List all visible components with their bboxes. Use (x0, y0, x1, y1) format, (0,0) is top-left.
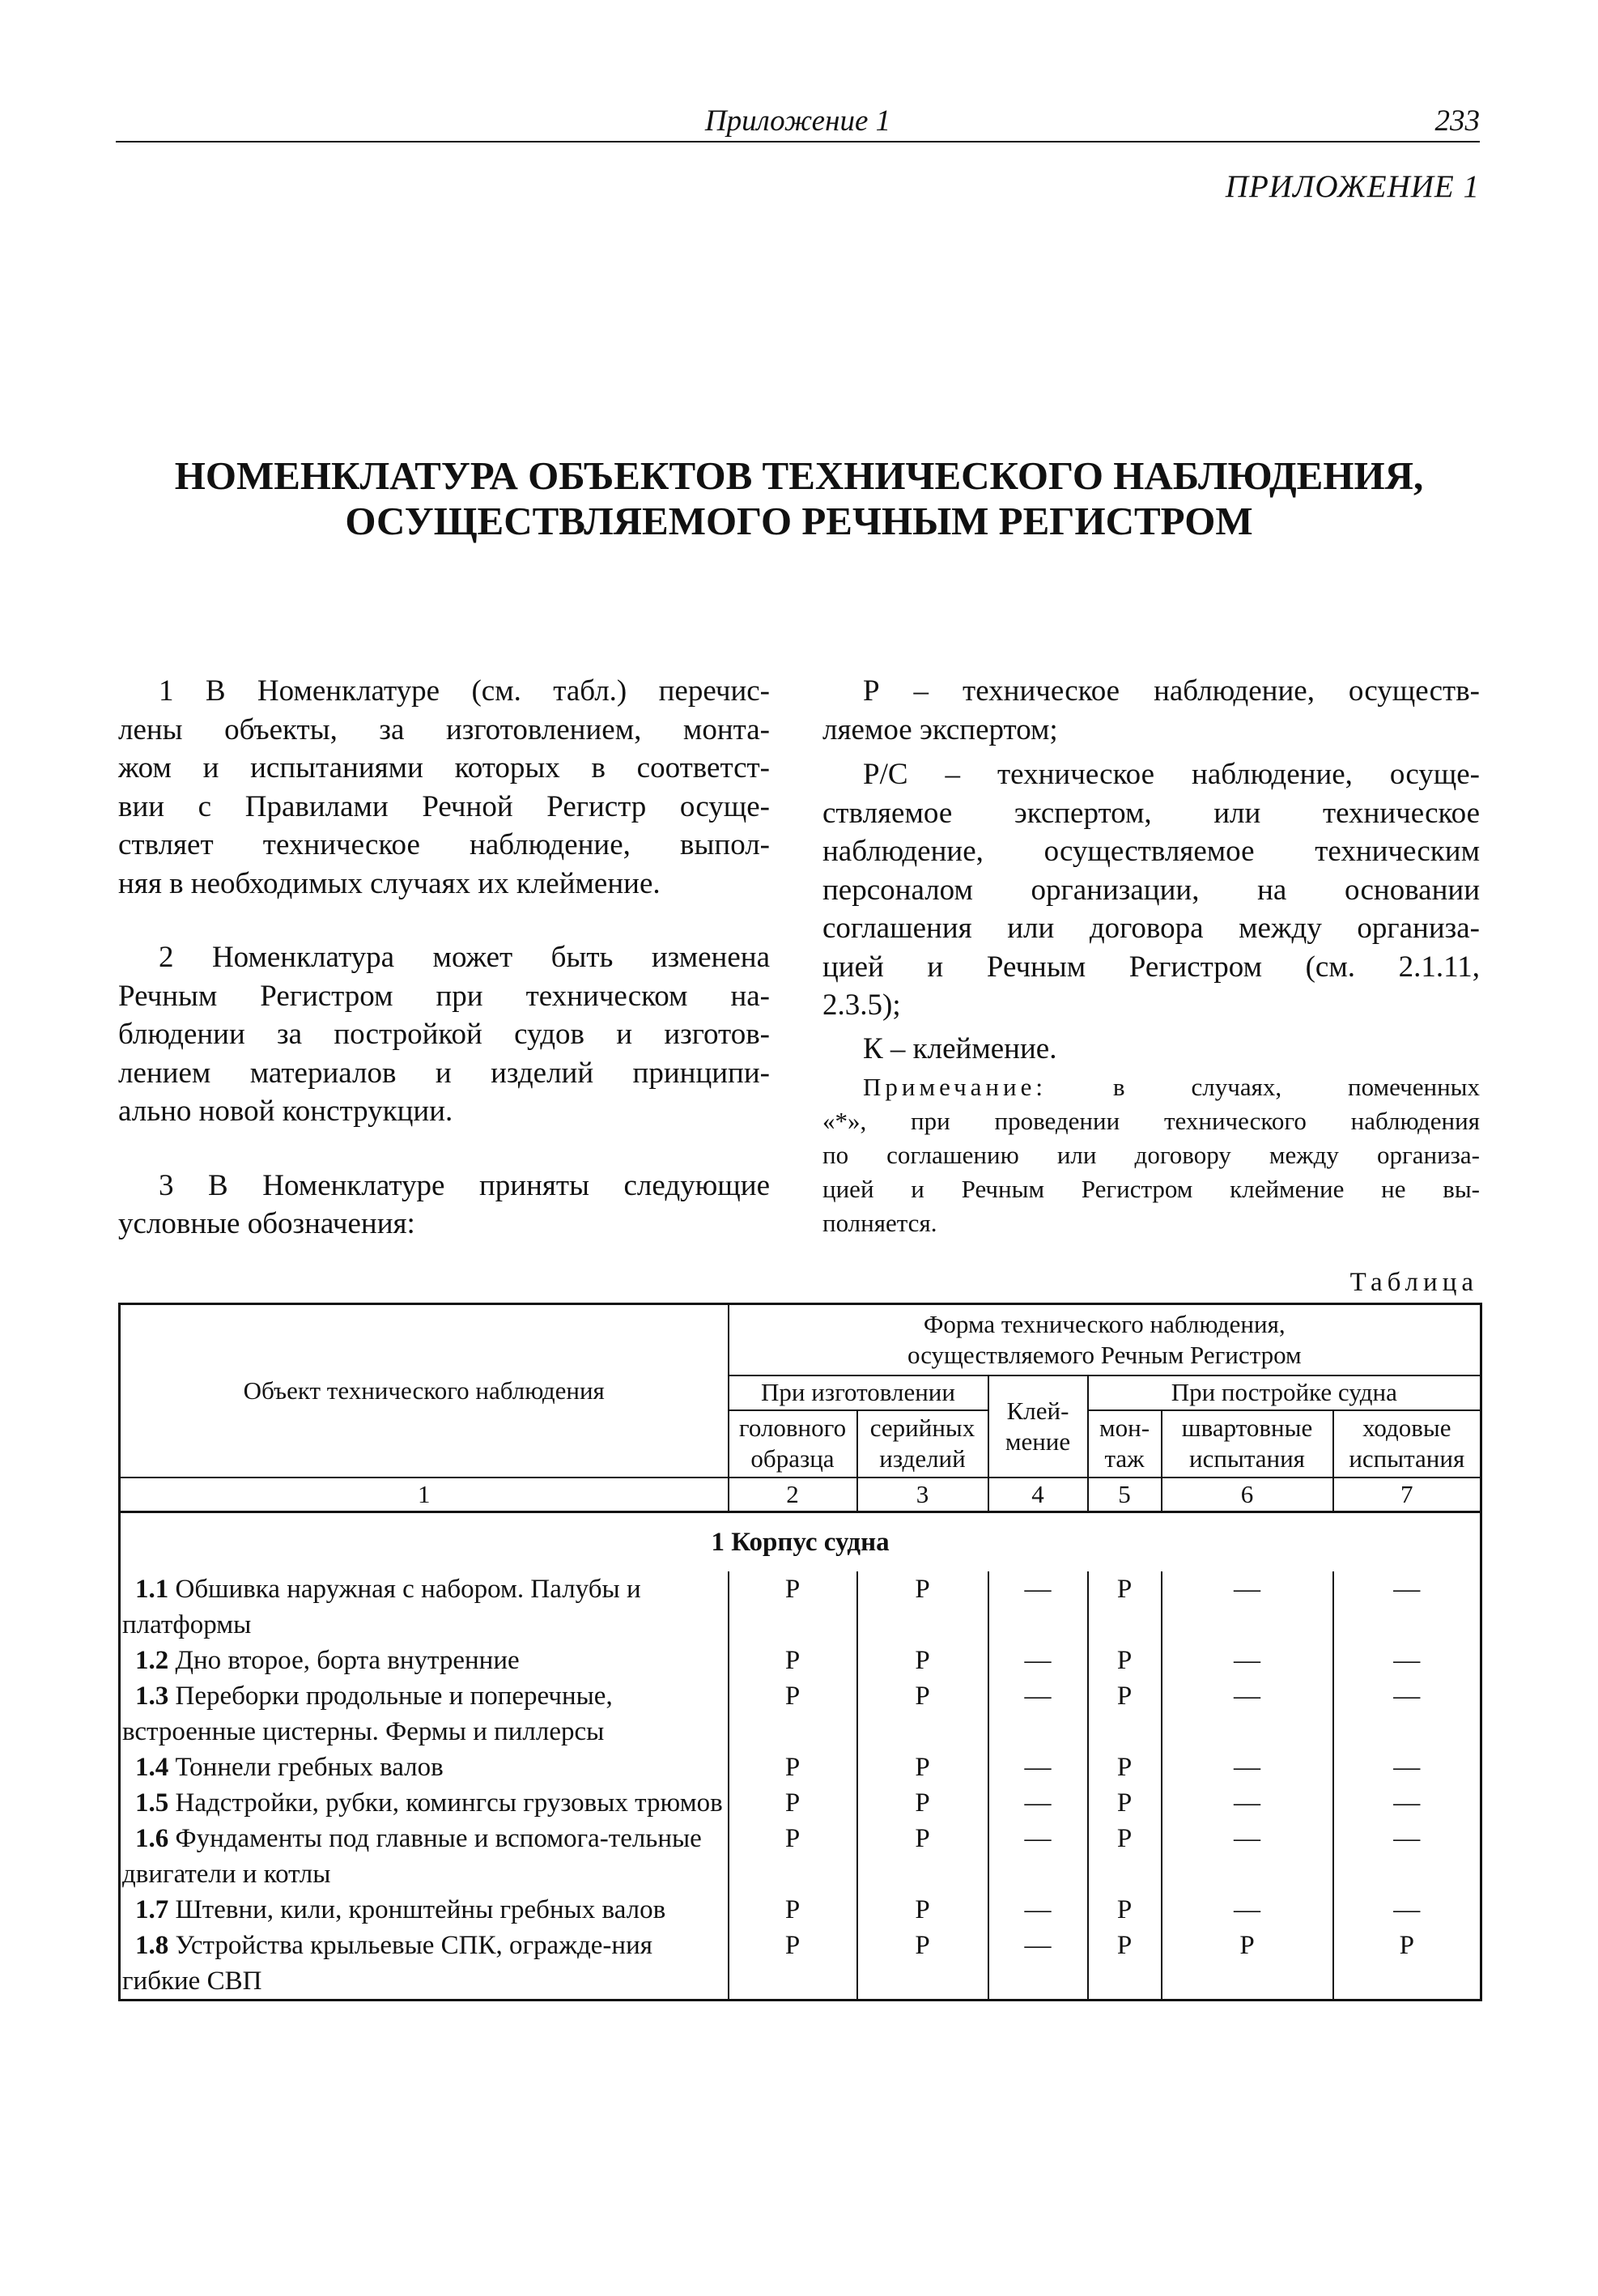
value-cell: — (1333, 1678, 1481, 1750)
nomenclature-table (118, 1303, 1482, 2001)
value-cell: Р (857, 1892, 988, 1928)
value-cell: Р (1088, 1785, 1162, 1821)
section-title: 1 Корпус судна (711, 1527, 890, 1557)
header-sea: ходовые испытания (1333, 1410, 1481, 1478)
running-header-title: Приложение 1 (704, 104, 891, 138)
value-cell: Р (857, 1643, 988, 1678)
item-text: Переборки продольные и поперечные, встроенные цистерны. Фермы и пиллерсы (122, 1681, 613, 1746)
column-number: 3 (857, 1478, 988, 1512)
title-line: НОМЕНКЛАТУРА ОБЪЕКТОВ ТЕХНИЧЕСКОГО НАБЛЮДЕНИЯ, (174, 453, 1424, 498)
text-line: лением материалов и изделий принципи- (118, 1056, 770, 1090)
value-cell: — (1162, 1750, 1333, 1785)
note-line: полняется. (822, 1209, 937, 1237)
note-line: по соглашению или договору между организа- (822, 1141, 1480, 1169)
text-line: блюдении за постройкой судов и изготов- (118, 1018, 770, 1051)
value-cell: — (988, 1821, 1088, 1892)
appendix-label: ПРИЛОЖЕНИЕ 1 (1225, 169, 1480, 204)
value-cell: Р (1088, 1643, 1162, 1678)
column-number: 1 (120, 1478, 729, 1512)
item-cell (120, 1678, 729, 1750)
table-row (120, 1750, 1481, 1785)
value-cell: — (1162, 1785, 1333, 1821)
value-cell: Р (729, 1678, 857, 1750)
value-cell: Р (1088, 1928, 1162, 2000)
item-text: Дно второе, борта внутренние (168, 1645, 520, 1675)
header-form: Форма технического наблюдения, осуществляемого Речным Регистром (729, 1304, 1481, 1375)
value-cell: Р (1088, 1892, 1162, 1928)
value-cell: Р (857, 1821, 988, 1892)
table-row (120, 1928, 1481, 2000)
header-serial: серийных изделий (857, 1410, 988, 1478)
value-cell: Р (1162, 1928, 1333, 2000)
value-cell: — (1162, 1821, 1333, 1892)
value-cell: Р (729, 1571, 857, 1643)
paragraph (118, 672, 770, 903)
text-line: 1 В Номенклатуре (см. табл.) перечис- (159, 674, 770, 708)
value-cell: — (1333, 1643, 1481, 1678)
header-manufacture: При изготовлении (729, 1375, 988, 1410)
header-object: Объект технического наблюдения (120, 1304, 729, 1478)
value-cell: Р (729, 1821, 857, 1892)
value-cell: — (988, 1571, 1088, 1643)
text-line: К – клеймение. (863, 1031, 1057, 1065)
item-cell (120, 1821, 729, 1892)
column-number: 7 (1333, 1478, 1481, 1512)
title-line: ОСУЩЕСТВЛЯЕМОГО РЕЧНЫМ РЕГИСТРОМ (345, 499, 1253, 543)
paragraph (118, 1167, 770, 1244)
paragraph (822, 1030, 1480, 1069)
value-cell: — (988, 1678, 1088, 1750)
value-cell: — (988, 1750, 1088, 1785)
header-mooring: швартовные испытания (1162, 1410, 1333, 1478)
text-line: ляемое экспертом; (822, 712, 1058, 746)
paragraph (822, 755, 1480, 1025)
paragraph (822, 672, 1480, 749)
table-row (120, 1892, 1481, 1928)
value-cell: Р (1088, 1750, 1162, 1785)
header-stamping: Клей-мение (988, 1375, 1088, 1478)
text-line: 2 Номенклатура может быть изменена (159, 941, 770, 974)
text-line: Р/С – техническое наблюдение, осуще- (863, 758, 1480, 791)
table-row (120, 1571, 1481, 1643)
value-cell: Р (857, 1750, 988, 1785)
running-header (116, 104, 1480, 142)
item-number: 1.3 (135, 1681, 169, 1711)
header-construction: При постройке судна (1088, 1375, 1481, 1410)
text-line: ально новой конструкции. (118, 1095, 453, 1128)
value-cell: Р (729, 1785, 857, 1821)
value-cell: Р (857, 1678, 988, 1750)
item-text: Тоннели гребных валов (168, 1752, 444, 1782)
table-row (120, 1785, 1481, 1821)
value-cell: Р (857, 1928, 988, 2000)
table-row (120, 1678, 1481, 1750)
column-number: 4 (988, 1478, 1088, 1512)
item-cell (120, 1928, 729, 2000)
column-numbers-row (120, 1478, 1481, 1512)
item-cell (120, 1571, 729, 1643)
value-cell: Р (729, 1750, 857, 1785)
value-cell: Р (1088, 1821, 1162, 1892)
value-cell: — (1162, 1571, 1333, 1643)
column-number: 5 (1088, 1478, 1162, 1512)
value-cell: Р (1088, 1571, 1162, 1643)
text-line: няя в необходимых случаях их клеймение. (118, 866, 661, 900)
item-text: Фундаменты под главные и вспомога-тельные двигатели и котлы (122, 1823, 702, 1889)
text-line: ствляемое экспертом, или техническое (822, 796, 1480, 830)
item-text: Штевни, кили, кронштейны гребных валов (168, 1894, 666, 1924)
value-cell: — (988, 1892, 1088, 1928)
value-cell: Р (729, 1928, 857, 2000)
value-cell: Р (1333, 1928, 1481, 2000)
text-line: цией и Речным Регистром (см. 2.1.11, (822, 950, 1480, 984)
table-row (120, 1821, 1481, 1892)
text-line: вии с Правилами Речной Регистр осуще- (118, 789, 770, 823)
item-text: Обшивка наружная с набором. Палубы и платформы (122, 1574, 641, 1639)
item-text: Надстройки, рубки, комингсы грузовых трюмов (168, 1788, 723, 1818)
note-label: Примечание: (863, 1073, 1047, 1101)
table-caption: Таблица (1349, 1268, 1478, 1297)
note-line: цией и Речным Регистром клеймение не вы- (822, 1175, 1480, 1203)
text-line: Р – техническое наблюдение, осуществ- (863, 674, 1480, 708)
item-cell (120, 1892, 729, 1928)
item-number: 1.5 (135, 1788, 169, 1818)
text-line: персоналом организации, на основании (822, 873, 1480, 907)
item-number: 1.8 (135, 1930, 169, 1960)
note-text: в случаях, помеченных (1046, 1073, 1480, 1101)
value-cell: — (1162, 1678, 1333, 1750)
column-number: 6 (1162, 1478, 1333, 1512)
note-line (822, 1070, 1480, 1104)
text-line: Речным Регистром при техническом на- (118, 979, 770, 1013)
page-number: 233 (1434, 104, 1480, 138)
value-cell: Р (729, 1892, 857, 1928)
item-cell (120, 1785, 729, 1821)
text-line: жом и испытаниями которых в соответст- (118, 751, 770, 784)
value-cell: — (1333, 1892, 1481, 1928)
value-cell: — (1162, 1892, 1333, 1928)
value-cell: Р (729, 1643, 857, 1678)
value-cell: — (1162, 1643, 1333, 1678)
value-cell: — (988, 1785, 1088, 1821)
value-cell: — (988, 1928, 1088, 2000)
value-cell: — (1333, 1750, 1481, 1785)
text-line: 2.3.5); (822, 989, 901, 1022)
text-line: лены объекты, за изготовлением, монта- (118, 712, 770, 746)
value-cell: — (1333, 1785, 1481, 1821)
item-cell (120, 1643, 729, 1678)
text-line: условные обозначения: (118, 1207, 415, 1240)
item-text: Устройства крыльевые СПК, огражде-ния гибкие СВП (122, 1930, 652, 1996)
value-cell: Р (857, 1571, 988, 1643)
text-line: соглашения или договора между организа- (822, 912, 1480, 945)
header-assembly: мон-таж (1088, 1410, 1162, 1478)
text-line: ствляет техническое наблюдение, выпол- (118, 828, 770, 861)
item-number: 1.6 (135, 1823, 169, 1853)
value-cell: — (988, 1643, 1088, 1678)
right-text-column (822, 672, 1480, 1068)
note (822, 1070, 1480, 1240)
item-cell (120, 1750, 729, 1785)
left-text-column (118, 672, 770, 1244)
item-number: 1.7 (135, 1894, 169, 1924)
paragraph (118, 938, 770, 1131)
value-cell: Р (857, 1785, 988, 1821)
value-cell: Р (1088, 1678, 1162, 1750)
note-line: «*», при проведении технического наблюдения (822, 1107, 1480, 1135)
text-line: 3 В Номенклатуре приняты следующие (159, 1168, 770, 1202)
header-prototype: головного образца (729, 1410, 857, 1478)
item-number: 1.2 (135, 1645, 169, 1675)
text-line: наблюдение, осуществляемое техническим (822, 835, 1480, 868)
column-number: 2 (729, 1478, 857, 1512)
item-number: 1.1 (135, 1574, 169, 1604)
document-title (118, 453, 1480, 544)
table-row (120, 1643, 1481, 1678)
item-number: 1.4 (135, 1752, 169, 1782)
value-cell: — (1333, 1571, 1481, 1643)
value-cell: — (1333, 1821, 1481, 1892)
